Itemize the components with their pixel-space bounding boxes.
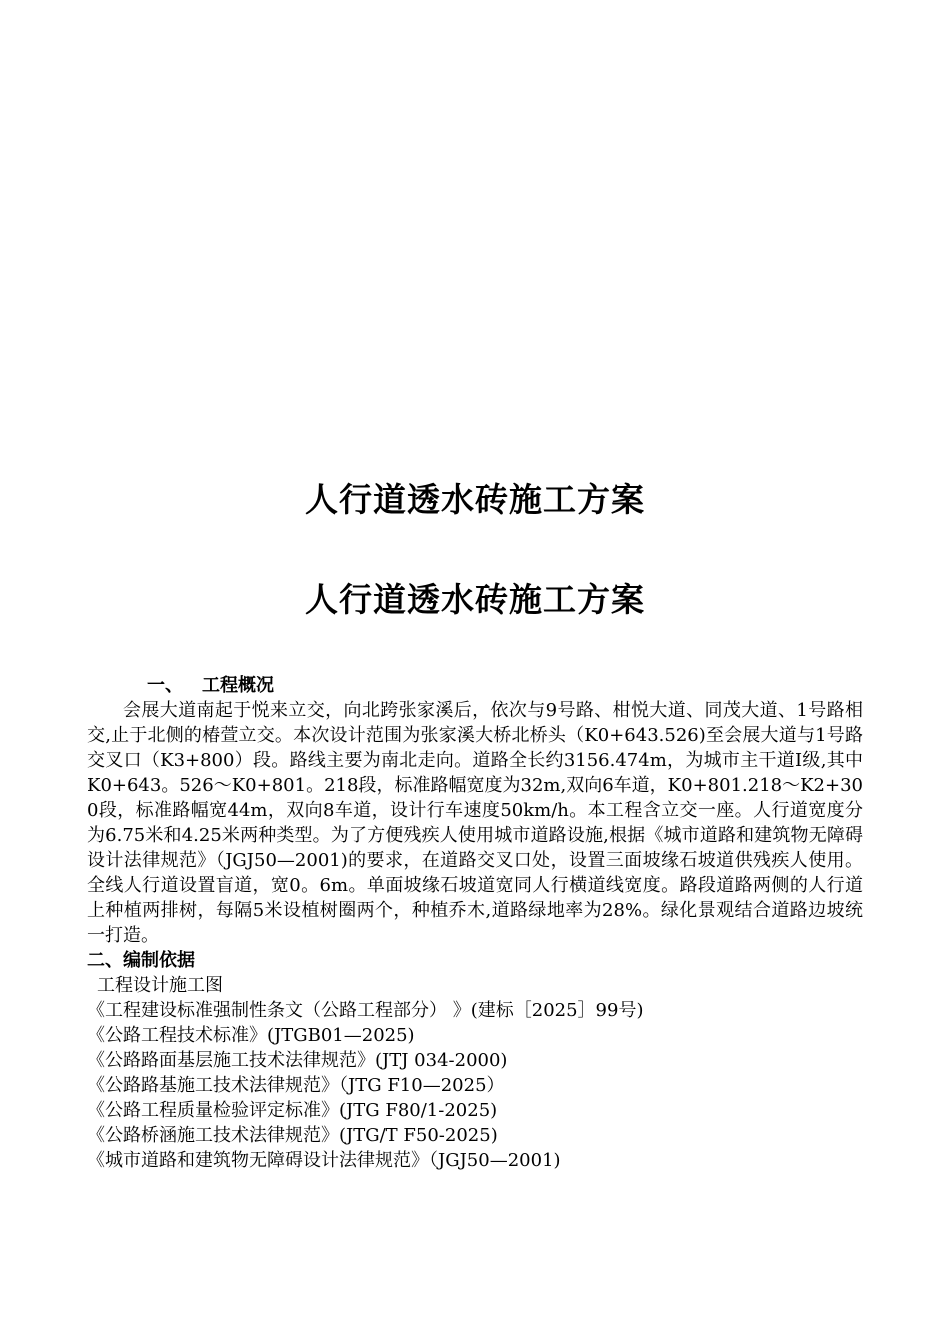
reference-item: 《公路路面基层施工技术法律规范》(JTJ 034-2000): [87, 1050, 508, 1071]
section-1-number: 一、: [147, 675, 183, 696]
section-1-heading: [87, 673, 863, 698]
reference-item: 《工程建设标准强制性条文（公路工程部分） 》(建标［2025］99号): [87, 1000, 644, 1021]
document-body: [87, 673, 863, 1173]
reference-item: 《公路桥涵施工技术法律规范》(JTG/T F50-2025): [87, 1125, 498, 1146]
document-title: 人行道透水砖施工方案: [305, 480, 645, 519]
document-subtitle: 人行道透水砖施工方案: [305, 580, 645, 619]
reference-item: 《公路工程质量检验评定标准》(JTG F80/1-2025): [87, 1100, 498, 1121]
section-2-heading: 二、编制依据: [87, 950, 195, 971]
section-1-title: 工程概况: [202, 675, 274, 696]
section-1-paragraph: 会展大道南起于悦来立交，向北跨张家溪后，依次与9号路、柑悦大道、同茂大道、1号路相交,止于北侧的椿萱立交。本次设计范围为张家溪大桥北桥头（K0+643.526)至会展大道与1号路交叉口（K3+800）段。路线主要为南北走向。道路全长约3156.474m，为城市主干道Ⅰ级,其中K0+643。526～K0+801。218段，标准路幅宽度为32m,双向6车道，K0+801.218～K2+300段，标准路幅宽44m，双向8车道，设计行车速度50km/h。本工程含立交一座。人行道宽度分为6.75米和4.25米两种类型。为了方便残疾人使用城市道路设施,根据《城市道路和建筑物无障碍设计法律规范》（JGJ50—2001)的要求，在道路交叉口处，设置三面坡缘石坡道供残疾人使用。全线人行道设置盲道，宽0。6m。单面坡缘石坡道宽同人行横道线宽度。路段道路两侧的人行道上种植两排树，每隔5米设植树圈两个，种植乔木,道路绿地率为28%。绿化景观结合道路边坡统一打造。: [87, 700, 863, 946]
reference-item: 工程设计施工图: [97, 975, 223, 996]
reference-item: 《公路路基施工技术法律规范》（JTG F10—2025）: [87, 1075, 505, 1096]
reference-list: [87, 973, 863, 1173]
reference-item: 《公路工程技术标准》(JTGB01—2025): [87, 1025, 415, 1046]
reference-item: 《城市道路和建筑物无障碍设计法律规范》（JGJ50—2001): [87, 1150, 561, 1171]
